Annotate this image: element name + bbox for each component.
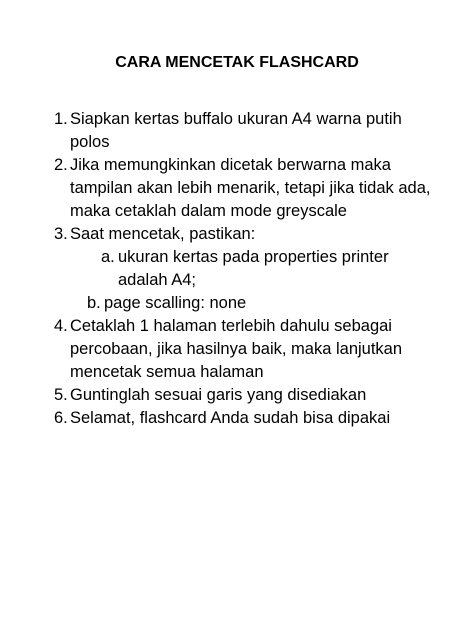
list-text: Jika memungkinkan dicetak berwarna maka tampilan akan lebih menarik, tetapi jika tidak ada, maka cetaklah dalam mode greyscale [70, 156, 431, 220]
list-item-5 [54, 384, 434, 407]
list-text: Selamat, flashcard Anda sudah bisa dipakai [70, 409, 391, 427]
sub-item-b [87, 292, 434, 315]
list-text: Guntinglah sesuai garis yang disediakan [70, 386, 367, 404]
list-item-6 [54, 407, 434, 430]
list-item-3 [54, 223, 434, 315]
list-number: 6. [54, 409, 68, 427]
sub-text: page scalling: none [104, 294, 247, 312]
sub-letter: b. [87, 294, 101, 312]
page-title: CARA MENCETAK FLASHCARD [115, 54, 359, 71]
instruction-list [54, 108, 434, 430]
sub-text: ukuran kertas pada properties printer adalah A4; [118, 248, 389, 289]
list-number: 1. [54, 110, 68, 128]
list-item-1 [54, 108, 434, 154]
sub-item-a [101, 246, 434, 292]
list-number: 5. [54, 386, 68, 404]
list-text: Siapkan kertas buffalo ukuran A4 warna putih polos [70, 110, 402, 151]
list-text: Cetaklah 1 halaman terlebih dahulu sebagai percobaan, jika hasilnya baik, maka lanjutkan mencetak semua halaman [70, 317, 403, 381]
list-number: 4. [54, 317, 68, 335]
list-item-4 [54, 315, 434, 384]
list-number: 3. [54, 225, 68, 243]
sub-letter: a. [101, 248, 115, 266]
list-text: Saat mencetak, pastikan: [70, 225, 256, 243]
list-number: 2. [54, 156, 68, 174]
list-item-2 [54, 154, 434, 223]
